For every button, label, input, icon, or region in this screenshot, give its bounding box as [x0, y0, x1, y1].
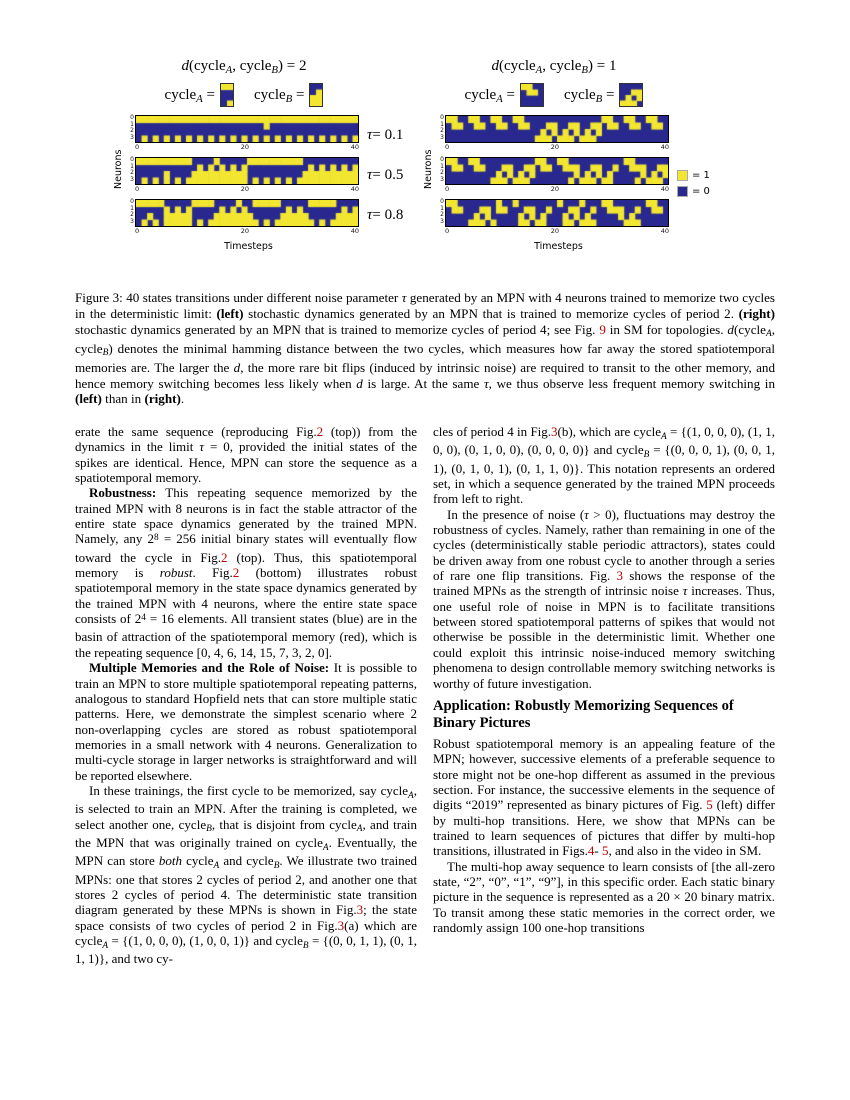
cycle-b-label: cycle$_B$ =	[254, 86, 305, 105]
cycle-b-label: cycle$_B$ =	[564, 86, 615, 105]
right-column	[433, 424, 775, 967]
raster-plot-block	[125, 157, 363, 193]
figure-row	[75, 58, 775, 252]
y-tick-labels: 0 1 2 3	[440, 156, 444, 183]
paragraph: Robustness: This repeating sequence memorized by the trained MPN with 8 neurons is in fact the stable attractor of the entire state space dynamics generated by the trained MPN. Namely, any $2^8 = 256$ initial binary states will eventually flow toward the cycle in Fig.2 (top). Thus, this spatiotemporal memory is robust. Fig.2 (bottom) illustrates robust spatiotemporal memory in the state space dynamics generated by the trained MPN with 4 neurons, where the entire state space consists of $2^4 = 16$ elements. All transient states (blue) are in the basin of attraction of the spatiotemporal memory (red), which is the repeating sequence [0, 4, 6, 14, 15, 7, 3, 2, 0].	[75, 485, 418, 660]
paragraph: Multiple Memories and the Role of Noise: It is possible to train an MPN to store multiple spatiotemporal repeating patterns, analogous to standard Hopfield nets that can store multiple static patterns. Here, we demonstrate the simplest scenario where 2 non-overlapping cycles are stored as robust spatiotemporal memories in a small network with 4 neurons. Generalization to multi-cycle storage in larger networks is straightforward and will be reported elsewhere.	[75, 660, 417, 783]
ref-link[interactable]: 3	[616, 568, 624, 584]
body-columns	[75, 424, 775, 967]
y-tick-labels: 0 1 2 3	[440, 198, 444, 225]
raster-plot-block	[125, 115, 363, 151]
cycle-b-icon	[309, 83, 323, 107]
legend-swatch-one	[677, 170, 688, 181]
legend-label: = 0	[692, 186, 710, 197]
raster-plot	[445, 157, 669, 185]
legend-item	[677, 186, 729, 197]
cycle-a-icon	[520, 83, 544, 107]
ref-link[interactable]: 2	[316, 424, 324, 439]
figure-caption: Figure 3: 40 states transitions under different noise parameter τ generated by an MPN with 4 neurons trained to memorize two cycles in the deterministic limit: (left) stochastic dynamics generated by an MPN that is trained to memorize cycles of period 2. (right) stochastic dynamics generated by an MPN that is trained to memorize cycles of period 4; see Fig. 9 in SM for topologies. d(cycle$_A$, cycle$_B$) denotes the minimal hamming distance between the two cycles, which measures how far away the stored spatiotemporal memories are. The larger the d, the more rare bit flips (induced by intrinsic noise) are required to transit to the other memory, and hence memory switching becomes less likely when d is large. At the same τ, we thus observe less frequent memory switching in (left) than in (right).	[75, 290, 775, 407]
figure-3	[75, 58, 775, 252]
y-tick-labels: 0 1 2 3	[130, 156, 134, 183]
paragraph: In the presence of noise (τ > 0), fluctuations may destroy the robustness of cycles. Namely, rather than remaining in one of the cycles (deterministically stable periodic attractors), states could be driven away from one robust cycle to another through a series of rare one flip transitions. Fig. 3 shows the response of the trained MPNs as the strength of intrinsic noise τ increases. Thus, one useful role of noise in MPN is to facilitate transitions between stored spatiotemporal patterns of spikes that would not otherwise be possible in the deterministic limit. Whether one could exploit this intrinsic noise-induced memory switching phenomena to design controllable memory switching networks is worthy of future investigation.	[433, 506, 776, 691]
x-tick-labels: 0 20 40	[135, 185, 359, 193]
ref-link[interactable]: 2	[232, 565, 240, 581]
cycle-definitions-left	[125, 83, 363, 107]
x-axis-label: Timesteps	[224, 241, 273, 252]
y-axis-label: Neurons	[423, 149, 434, 189]
ref-link[interactable]: 3	[356, 902, 364, 918]
ref-link[interactable]: 2	[221, 549, 228, 565]
x-tick-labels: 0 20 40	[445, 185, 669, 193]
ref-link[interactable]: 4	[587, 843, 595, 859]
x-axis-label: Timesteps	[534, 241, 583, 252]
paragraph: In these trainings, the first cycle to be memorized, say cycle$_A$, is selected to train an MPN. After the training is completed, we select another one, cycle$_B$, that is disjoint from cycle$_A$, and train the MPN that was originally trained on cycle$_A$. Eventually, the MPN can store both cycle$_A$ and cycle$_B$. We illustrate two trained MPNs: one that stores 2 cycles of period 2, and another one that stores 2 cycles of period 4. The deterministic state transition diagram generated by these MPNs is shown in Fig.3; the state space consists of two cycles of period 2 in Fig.3(a) which are cycle$_A$ = {(1, 0, 0, 0), (1, 0, 0, 1)} and cycle$_B$ = {(0, 0, 1, 1), (0, 1, 1, 1)}, and two cy-	[75, 782, 418, 967]
tau-label: τ = 0.5	[367, 166, 404, 183]
raster-plot-block	[435, 115, 673, 151]
paragraph: The multi-hop away sequence to learn consists of [the all-zero state, “2”, “0”, “1”, “9”], in this specific order. Each static binary picture in the sequence is represented as a 20 × 20 binary matrix. To transit among these static memories in the correct order, we randomly assign 100 one-hop transitions	[433, 858, 775, 935]
cycle-definitions-right	[435, 83, 673, 107]
x-tick-labels: 0 20 40	[135, 143, 359, 151]
panel-title-right: d(cycle$_A$, cycle$_B$) = 1	[491, 58, 617, 77]
raster-plot	[135, 157, 359, 185]
left-column	[75, 424, 417, 967]
legend-item	[677, 170, 729, 181]
cycle-a-label: cycle$_A$ =	[164, 86, 215, 105]
raster-plot-block	[435, 157, 673, 193]
cycle-b-icon	[619, 83, 643, 107]
legend-label: = 1	[692, 170, 710, 181]
figure-panel-right	[423, 58, 673, 252]
paragraph: Robust spatiotemporal memory is an appealing feature of the MPN; however, successive elements of a preferable sequence to store might not be one-hop different as assumed in the previous section. For instance, the successive elements in the sequence of digits “2019” represented as binary pictures of Fig. 5 (left) differ by multi-hop transitions. Here, we show that MPNs can be trained to learn sequences of pictures that differ by multi-hop transitions, illustrated in Figs.4- 5, and also in the video in SM.	[433, 735, 775, 859]
y-tick-labels: 0 1 2 3	[130, 198, 134, 225]
paragraph: erate the same sequence (reproducing Fig.2 (top)) from the dynamics in the limit τ = 0, provided the initial states of the spikes are identical. Hence, MPN can store the sequence as a spatiotemporal memory.	[75, 424, 417, 486]
panel-title-left: d(cycle$_A$, cycle$_B$) = 2	[181, 58, 307, 77]
figure-legend	[677, 58, 729, 197]
y-tick-labels: 0 1 2 3	[130, 114, 134, 141]
cycle-a-label: cycle$_A$ =	[464, 86, 515, 105]
cycle-a-icon	[220, 83, 234, 107]
tau-label: τ = 0.1	[367, 126, 404, 143]
ref-link[interactable]: 3	[551, 424, 558, 439]
x-tick-labels: 0 20 40	[445, 143, 669, 151]
ref-link[interactable]: 3	[337, 917, 345, 933]
ref-link[interactable]: 5	[602, 843, 609, 859]
tau-labels	[367, 58, 431, 235]
x-tick-labels: 0 20 40	[135, 227, 359, 235]
legend-swatch-zero	[677, 186, 688, 197]
x-tick-labels: 0 20 40	[445, 227, 669, 235]
y-tick-labels: 0 1 2 3	[440, 114, 444, 141]
tau-label: τ = 0.8	[367, 206, 404, 223]
ref-link[interactable]: 9	[599, 321, 606, 337]
ref-link[interactable]: 5	[706, 797, 713, 813]
raster-plot	[135, 115, 359, 143]
raster-plot	[445, 115, 669, 143]
raster-plot	[445, 199, 669, 227]
raster-plot	[135, 199, 359, 227]
raster-plot-block	[435, 199, 673, 235]
paragraph: cles of period 4 in Fig.3(b), which are cycle$_A$ = {(1, 0, 0, 0), (1, 1, 0, 0), (0, 1, 0, 0), (0, 0, 0, 0)} and cycle$_B$ = {(0, 0, 0, 1), (0, 0, 1, 1), (0, 1, 0, 1), (0, 1, 1, 0)}. This notation represents an ordered set, in which a sequence generated by the trained MPN proceeds from left to right.	[433, 424, 775, 507]
figure-panel-left	[113, 58, 363, 252]
raster-plot-block	[125, 199, 363, 235]
section-heading: Application: Robustly Memorizing Sequences of Binary Pictures	[433, 697, 734, 731]
y-axis-label: Neurons	[113, 149, 124, 189]
